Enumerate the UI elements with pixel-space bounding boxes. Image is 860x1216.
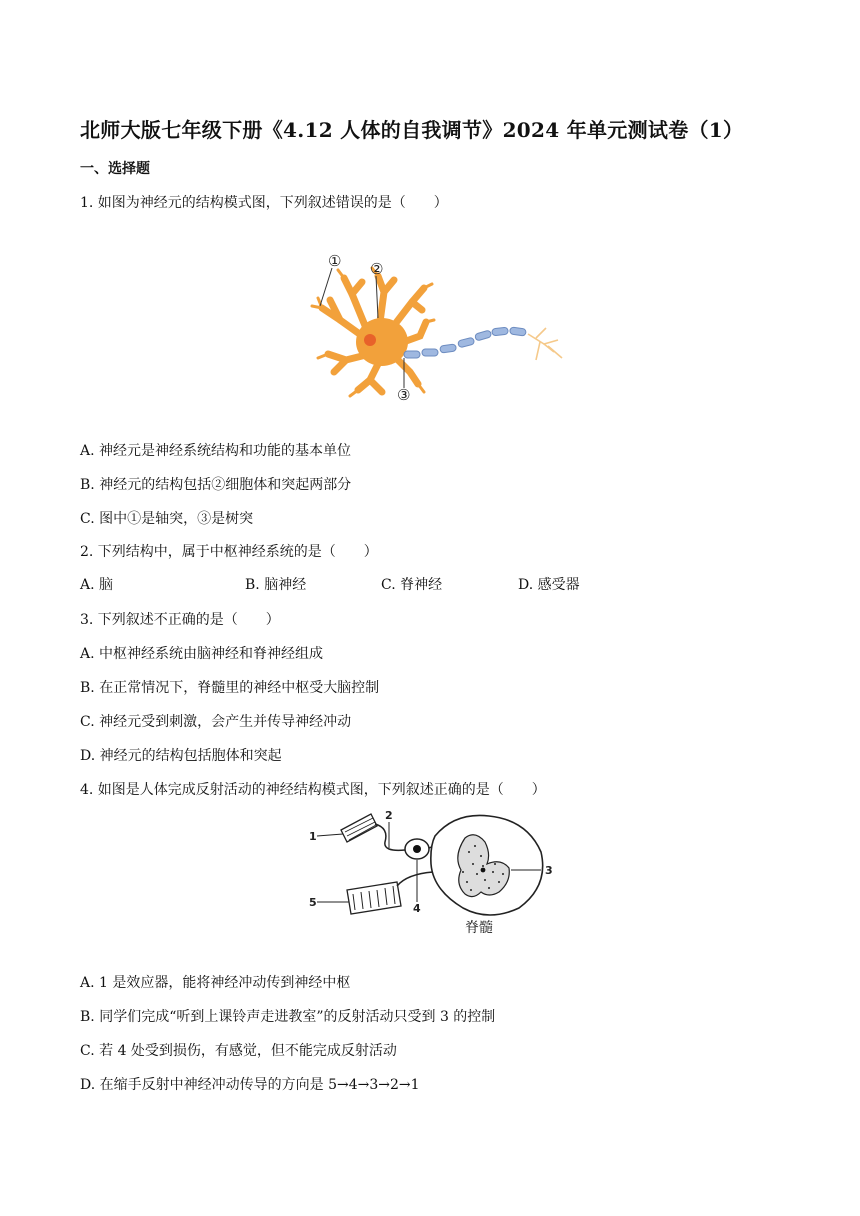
q4-option-c: C. 若 4 处受到损伤，有感觉，但不能完成反射活动 [80, 1043, 397, 1059]
spinal-cord [431, 815, 543, 915]
neuron-diagram [300, 248, 565, 408]
q2-option-a: A. 脑 [80, 577, 114, 593]
q3-option-b: B. 在正常情况下，脊髓里的神经中枢受大脑控制 [80, 680, 380, 696]
cell-body [356, 318, 408, 366]
neuron-label-2: ② [370, 260, 384, 278]
reflex-label-2: 2 [385, 809, 393, 822]
reflex-arc-diagram [305, 808, 563, 940]
q3-option-d: D. 神经元的结构包括胞体和突起 [80, 748, 282, 764]
q3-option-a: A. 中枢神经系统由脑神经和脊神经组成 [80, 646, 324, 662]
q3-stem: 3. 下列叙述不正确的是（ ） [80, 612, 280, 628]
q1-stem: 1. 如图为神经元的结构模式图，下列叙述错误的是（ ） [80, 195, 448, 211]
q2-option-c: C. 脊神经 [381, 577, 443, 593]
axon-terminal [528, 328, 562, 360]
section-heading: 一、选择题 [80, 161, 150, 177]
reflex-label-4: 4 [413, 902, 421, 915]
neuron-label-1: ① [328, 252, 342, 270]
q1-option-c: C. 图中①是轴突，③是树突 [80, 511, 254, 527]
nucleus [364, 334, 376, 346]
q2-option-b: B. 脑神经 [245, 577, 307, 593]
q2-options [80, 574, 800, 594]
q2-option-d: D. 感受器 [518, 577, 580, 593]
effector-5 [347, 882, 401, 914]
q1-option-b: B. 神经元的结构包括②细胞体和突起两部分 [80, 477, 352, 493]
q4-option-a: A. 1 是效应器，能将神经冲动传到神经中枢 [80, 975, 351, 991]
q4-option-b: B. 同学们完成“听到上课铃声走进教室”的反射活动只受到 3 的控制 [80, 1009, 496, 1025]
q4-option-d: D. 在缩手反射中神经冲动传导的方向是 5→4→3→2→1 [80, 1077, 420, 1093]
q2-stem: 2. 下列结构中，属于中枢神经系统的是（ ） [80, 544, 378, 560]
page-title: 北师大版七年级下册《4.12 人体的自我调节》2024 年单元测试卷（1） [80, 118, 744, 142]
q4-stem: 4. 如图是人体完成反射活动的神经结构模式图，下列叙述正确的是（ ） [80, 782, 546, 798]
q1-option-a: A. 神经元是神经系统结构和功能的基本单位 [80, 443, 352, 459]
reflex-label-1: 1 [309, 830, 317, 843]
spinal-cord-caption: 脊髓 [465, 920, 493, 936]
reflex-label-5: 5 [309, 896, 317, 909]
neuron-label-3: ③ [397, 386, 411, 404]
receptor-1 [341, 814, 377, 842]
q3-option-c: C. 神经元受到刺激，会产生并传导神经冲动 [80, 714, 352, 730]
reflex-label-3: 3 [545, 864, 553, 877]
